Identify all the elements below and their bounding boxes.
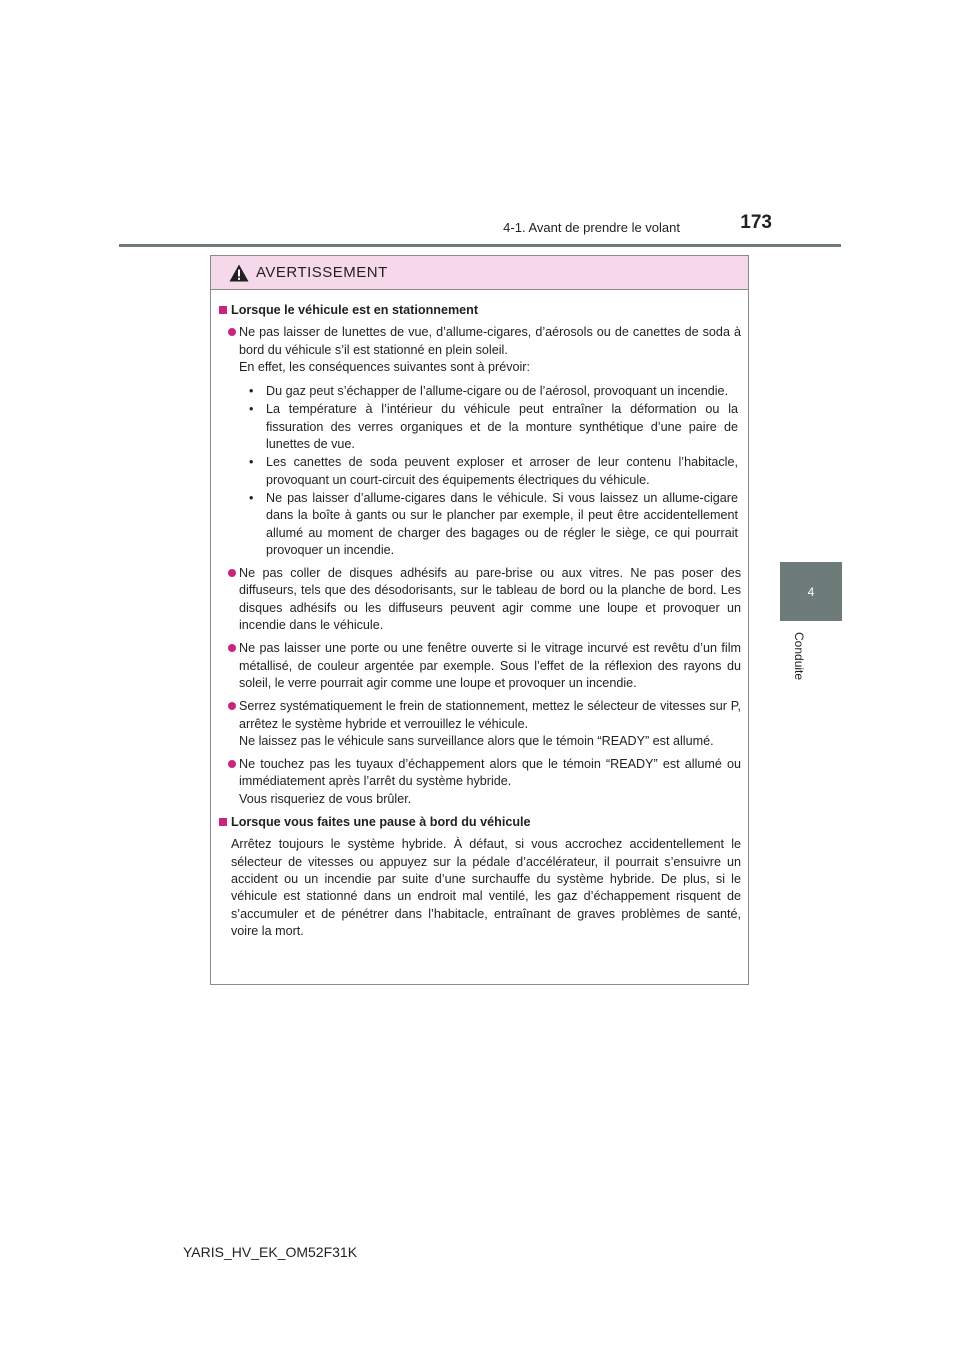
section-text: Arrêtez toujours le système hybride. À défaut, si vous accrochez accidentellement le sélecteur de vitesses ou appuyez sur la pédale d’accélérateur, il pourrait s’ensuivre un accident ou un incendie par suite d’une surchauffe du système hybride. De plus, si le véhicule est stationné dans un endroit mal ventilé, les gaz d’échappement risquent de s’accumuler et de pénétrer dans l’habitacle, entraînant de graves problèmes de santé, voire la mort. [231,837,741,938]
chapter-tab [780,562,842,621]
page-number: 173 [740,212,772,233]
sub-item: • Ne pas laisser d’allume-cigares dans le véhicule. Si vous laissez un allume-cigare dans la boîte à gants ou sur le plancher par exemple, il peut être accidentellement allumé au moment de charger des bagages ou de régler le siège, ce qui pourrait provoquer un incendie. [249,490,738,557]
item-text: En effet, les conséquences suivantes sont à prévoir: [239,359,530,374]
list-item [219,640,741,692]
circle-bullet-icon [228,702,236,710]
document-code: YARIS_HV_EK_OM52F31K [183,1244,358,1260]
sub-bullet-icon: • [249,384,254,399]
square-bullet-icon [219,306,227,314]
item-text: Ne pas laisser une porte ou une fenêtre ouverte si le vitrage incurvé est revêtu d’un film métallisé, de couleur argentée par exemple. Sous l’effet de la réflexion des rayons du soleil, le verre pourrait agir comme une loupe et provoquer un incendie. [239,641,741,690]
section-title: Lorsque le véhicule est en stationnement [219,302,741,319]
section-title: Lorsque vous faites une pause à bord du véhicule [219,814,741,831]
list-item [219,756,741,808]
warning-triangle-icon [229,264,249,282]
sub-bullet-icon: • [249,402,254,417]
chapter-label: Conduite [792,632,806,681]
list-item [219,698,741,750]
warning-body [211,290,748,940]
circle-bullet-icon [228,569,236,577]
item-text: Serrez systématiquement le frein de stationnement, mettez le sélecteur de vitesses sur P, arrêtez le système hybride et verrouillez le véhicule. [239,699,741,731]
list-item [219,324,741,559]
warning-box [210,255,749,985]
circle-bullet-icon [228,760,236,768]
item-text: Ne laissez pas le véhicule sans surveillance alors que le témoin “READY” est allumé. [239,733,714,748]
item-text: Ne pas laisser de lunettes de vue, d’allume-cigares, d’aérosols ou de canettes de soda à bord du véhicule s’il est stationné en plein soleil. [239,325,741,357]
sub-item: • Les canettes de soda peuvent exploser et arroser de leur contenu l’habitacle, provoquant un court-circuit des équipements électriques du véhicule. [249,455,738,487]
sub-bullet-icon: • [249,490,254,505]
sub-bullet-icon: • [249,455,254,470]
square-bullet-icon [219,818,227,826]
sub-item: • Du gaz peut s’échapper de l’allume-cigare ou de l’aérosol, provoquant un incendie. [239,383,741,400]
list-item [219,565,741,634]
circle-bullet-icon [228,328,236,336]
item-text: Ne touchez pas les tuyaux d’échappement alors que le témoin “READY” est allumé ou immédiatement après l’arrêt du système hybride. [239,757,741,789]
item-text: Ne pas coller de disques adhésifs au pare-brise ou aux vitres. Ne pas poser des diffuseurs, tels que des désodorisants, sur le tableau de bord ou la planche de bord. Les disques adhésifs ou les diffuseurs peuvent agir comme une loupe et provoquer un incendie dans le véhicule. [239,566,741,633]
header-section-title: 4-1. Avant de prendre le volant [503,220,680,235]
item-text: Vous risqueriez de vous brûler. [239,791,412,806]
sub-item: • La température à l’intérieur du véhicule peut entraîner la déformation ou la fissuration des verres organiques et de la monture synthétique d’une paire de lunettes de vue. [249,402,738,452]
chapter-number: 4 [807,584,815,599]
warning-header [211,256,748,290]
warning-title: AVERTISSEMENT [256,264,388,281]
sub-list [239,383,741,559]
header-divider [119,244,841,247]
circle-bullet-icon [228,644,236,652]
